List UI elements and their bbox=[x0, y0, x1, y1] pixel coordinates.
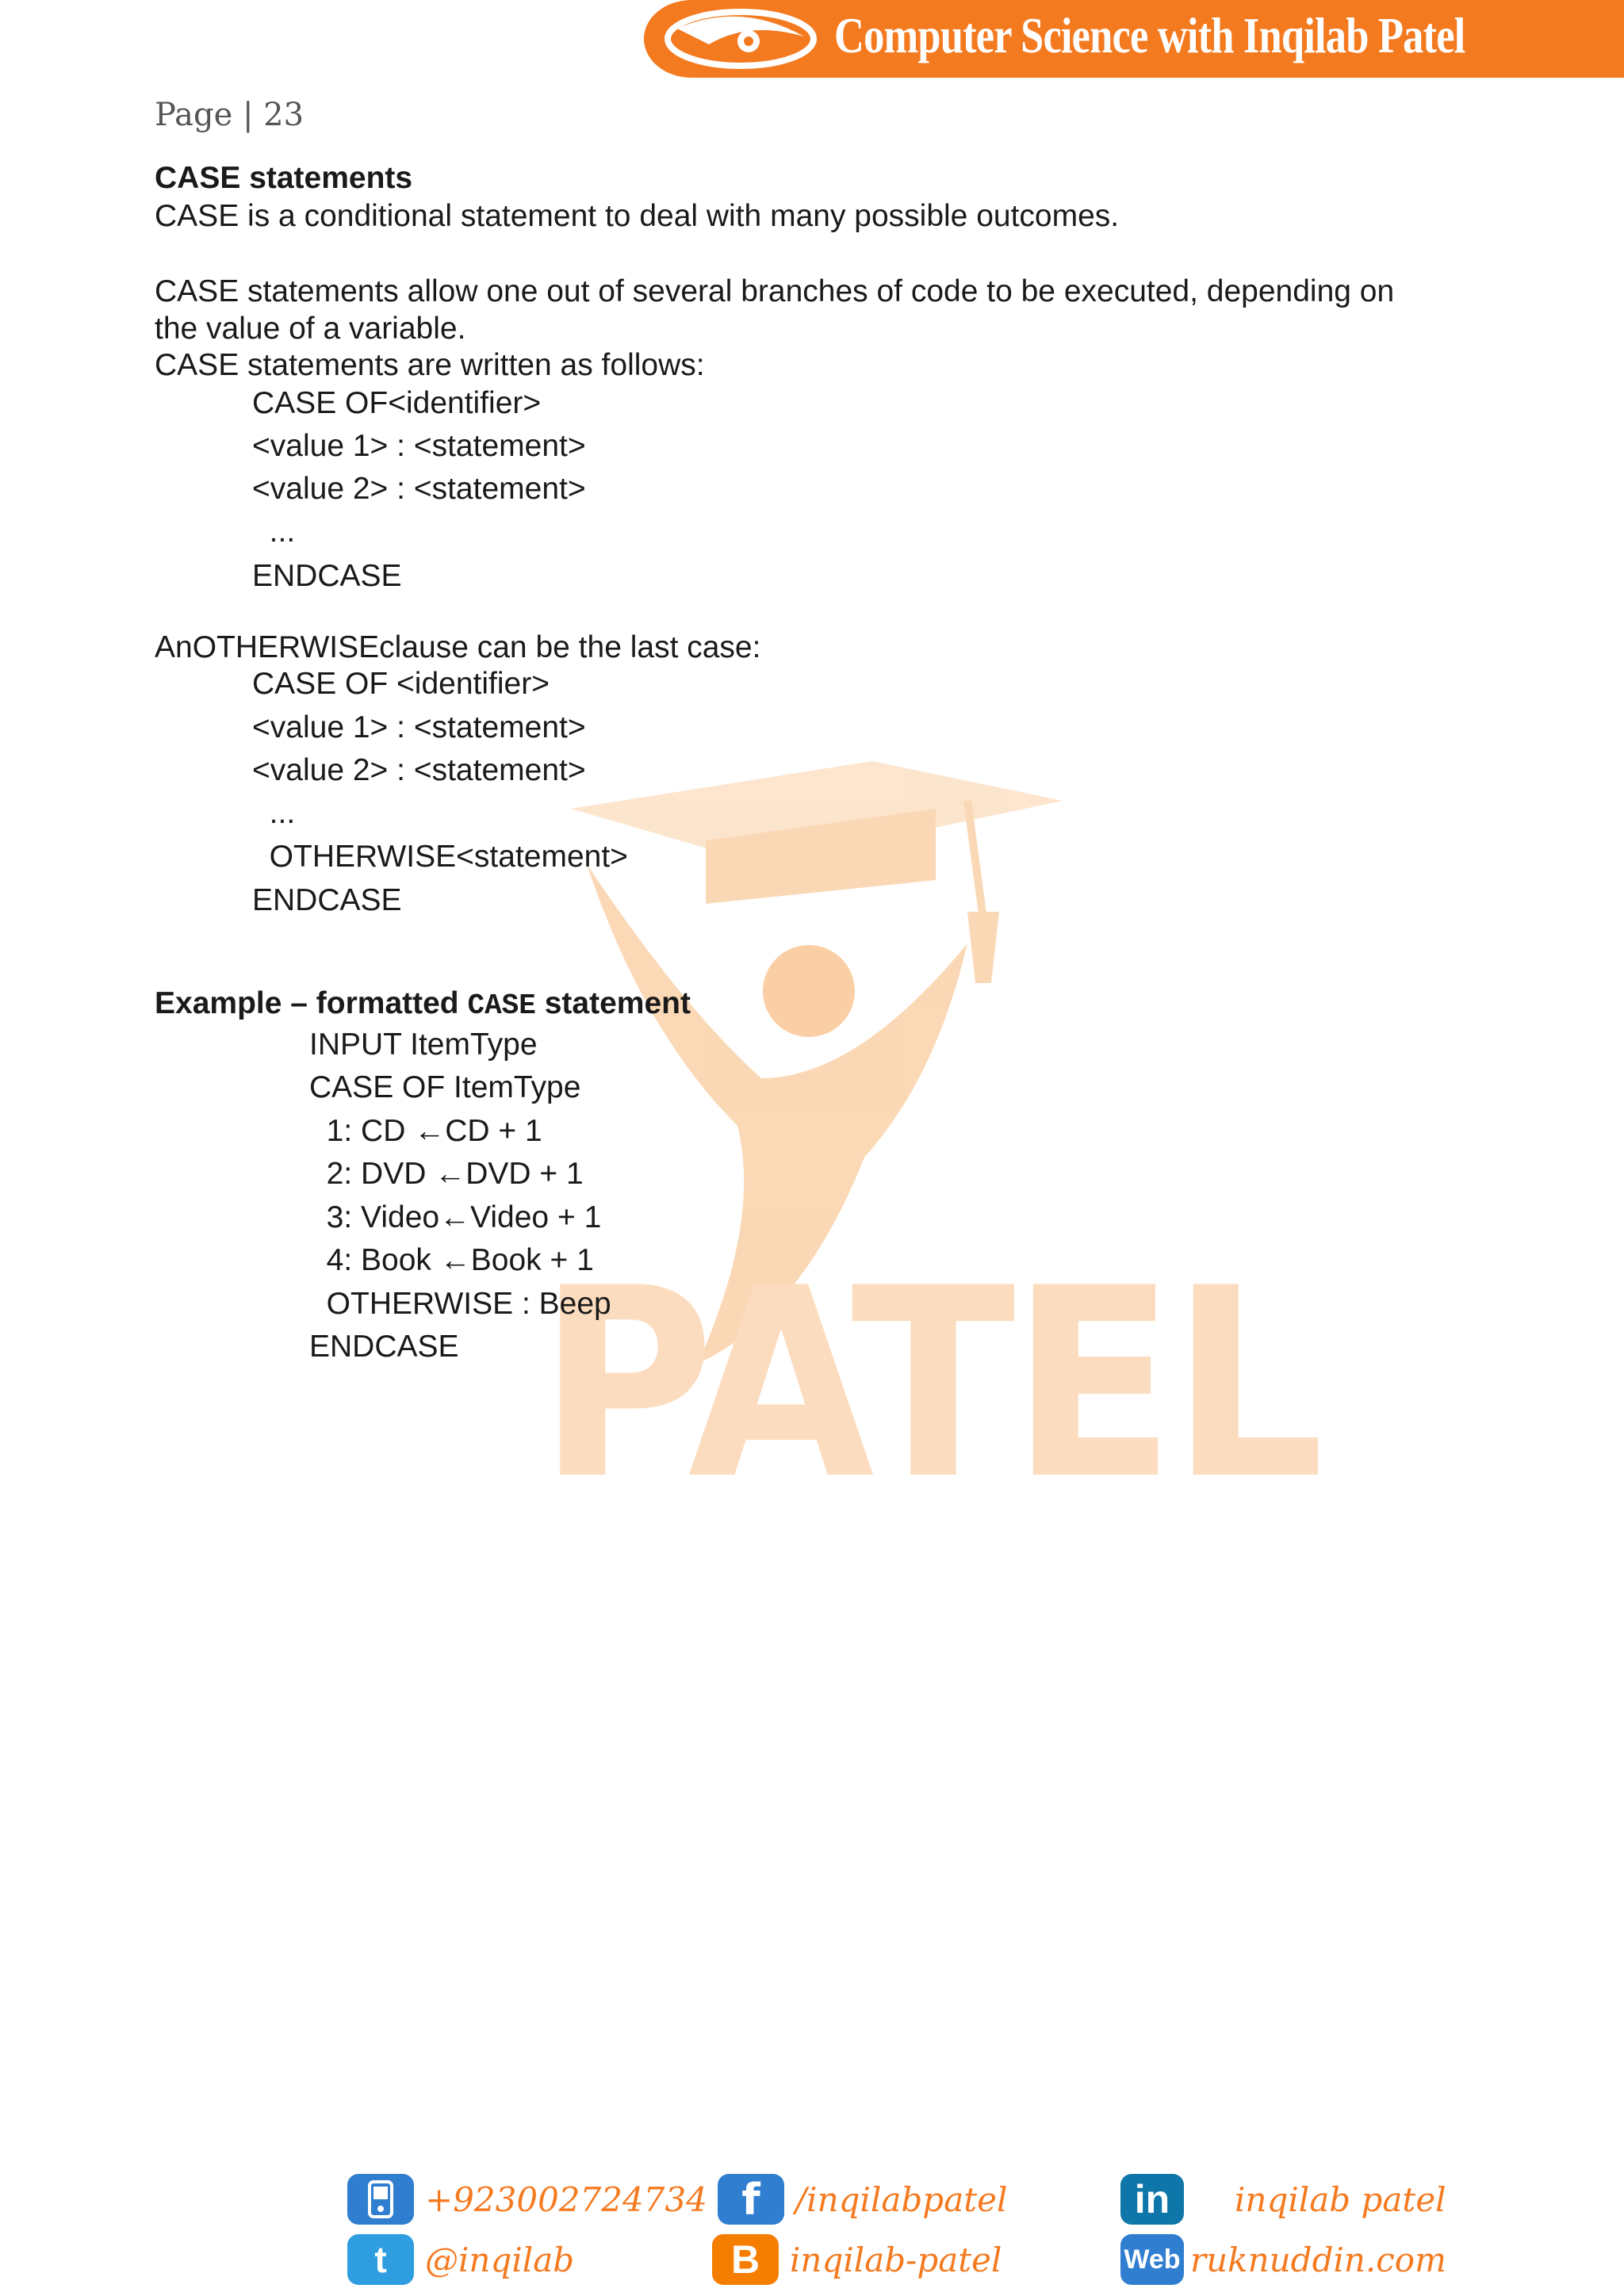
example-code-line: 3: Video←Video + 1 bbox=[309, 1200, 602, 1234]
code-line: ENDCASE bbox=[252, 559, 402, 593]
facebook-icon: f bbox=[718, 2174, 784, 2225]
code-line: <value 1> : <statement> bbox=[252, 429, 586, 463]
section-paragraph: the value of a variable. bbox=[155, 312, 466, 346]
code-line: <value 2> : <statement> bbox=[252, 472, 586, 506]
footer-linkedin-text: inqilab patel bbox=[1235, 2179, 1446, 2219]
example-title-prefix: Example – formatted bbox=[155, 986, 468, 1020]
brand-title: Computer Science with Inqilab Patel bbox=[834, 7, 1465, 63]
blogger-icon: B bbox=[712, 2234, 779, 2285]
footer-phone[interactable] bbox=[347, 2174, 707, 2225]
brand-logo-icon bbox=[661, 5, 820, 73]
code-line: CASE OF<identifier> bbox=[252, 386, 542, 420]
otherwise-intro: AnOTHERWISEclause can be the last case: bbox=[155, 630, 761, 664]
section-title: CASE statements bbox=[155, 161, 413, 195]
code-line: ENDCASE bbox=[252, 883, 402, 917]
code-line: <value 1> : <statement> bbox=[252, 710, 586, 744]
web-icon: Web bbox=[1120, 2234, 1184, 2285]
footer-blogger[interactable] bbox=[712, 2234, 1002, 2285]
example-code-line: INPUT ItemType bbox=[309, 1027, 538, 1062]
header-banner bbox=[644, 0, 1624, 78]
footer-phone-text: +923002724734 bbox=[425, 2179, 707, 2219]
code-line: CASE OF <identifier> bbox=[252, 667, 550, 701]
section-intro: CASE is a conditional statement to deal with many possible outcomes. bbox=[155, 199, 1120, 233]
code-line: <value 2> : <statement> bbox=[252, 753, 586, 787]
example-code-line: 4: Book ←Book + 1 bbox=[309, 1243, 594, 1277]
footer-facebook[interactable] bbox=[718, 2174, 1007, 2225]
footer-linkedin[interactable] bbox=[1120, 2174, 1446, 2225]
twitter-icon: t bbox=[347, 2234, 414, 2285]
footer-twitter[interactable] bbox=[347, 2234, 574, 2285]
code-line: OTHERWISE<statement> bbox=[252, 840, 628, 874]
example-title bbox=[155, 985, 691, 1024]
linkedin-icon: in bbox=[1120, 2174, 1184, 2225]
footer-twitter-text: @inqilab bbox=[425, 2240, 575, 2279]
example-title-suffix: statement bbox=[535, 986, 691, 1020]
phone-icon bbox=[347, 2174, 414, 2225]
example-code-line: OTHERWISE : Beep bbox=[309, 1287, 611, 1321]
watermark-text: PATEL bbox=[538, 1232, 1320, 1537]
section-paragraph: CASE statements are written as follows: bbox=[155, 348, 705, 382]
footer-website-text: ruknuddin.com bbox=[1190, 2240, 1446, 2279]
example-code-line: 1: CD ←CD + 1 bbox=[309, 1114, 542, 1148]
example-code-line: 2: DVD ←DVD + 1 bbox=[309, 1157, 584, 1191]
footer-blogger-text: inqilab-patel bbox=[790, 2240, 1002, 2279]
footer-facebook-text: /inqilabpatel bbox=[795, 2179, 1008, 2219]
example-code-line: ENDCASE bbox=[309, 1330, 459, 1364]
example-title-code: CASE bbox=[467, 989, 536, 1022]
footer-website[interactable] bbox=[1120, 2234, 1446, 2285]
page-number: Page | 23 bbox=[155, 97, 304, 133]
section-paragraph: CASE statements allow one out of several branches of code to be executed, depending on bbox=[155, 274, 1395, 308]
code-line: ... bbox=[252, 515, 296, 549]
code-line: ... bbox=[252, 796, 296, 830]
example-code-line: CASE OF ItemType bbox=[309, 1070, 581, 1104]
